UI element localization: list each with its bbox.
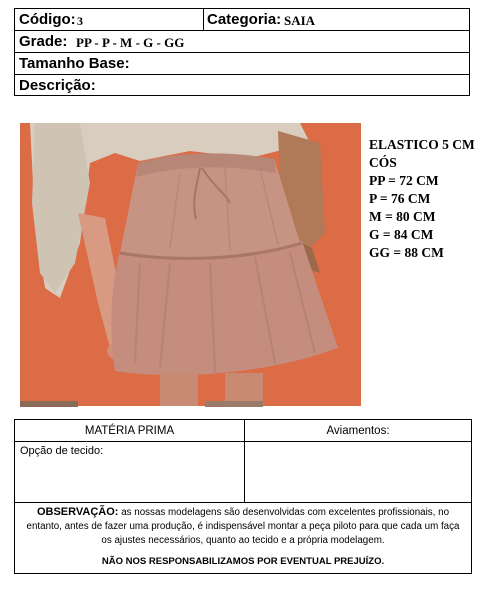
categoria-label: Categoria: — [207, 11, 282, 28]
column-divider — [203, 9, 204, 31]
grade-label: Grade: — [19, 33, 68, 50]
aviamentos-header: Aviamentos: — [245, 420, 471, 442]
spec-m: M = 80 CM — [369, 209, 436, 224]
row-descricao — [15, 75, 469, 97]
codigo-label: Código: — [19, 11, 76, 28]
tamanho-base-label: Tamanho Base: — [19, 55, 130, 72]
descricao-label: Descrição: — [19, 77, 96, 94]
row-tamanho-base — [15, 53, 469, 75]
column-divider — [244, 420, 245, 502]
grade-value: PP - P - M - G - GG — [76, 35, 185, 50]
spec-pp: PP = 72 CM — [369, 173, 439, 188]
divider — [15, 502, 471, 503]
header-form — [14, 8, 470, 96]
opcao-tecido-label: Opção de tecido: — [20, 445, 104, 457]
observacao — [21, 505, 465, 548]
codigo-value: 3 — [77, 14, 83, 28]
skirt-illustration — [20, 123, 361, 406]
spec-elastico: ELASTICO 5 CM — [369, 137, 475, 152]
photo-strip-left — [20, 401, 78, 407]
spec-gg: GG = 88 CM — [369, 245, 444, 260]
categoria-value: SAIA — [284, 13, 316, 28]
materia-prima-header: MATÉRIA PRIMA — [15, 420, 244, 442]
observacao-text: as nossas modelagens são desenvolvidas com excelentes profissionais, no entanto, antes de fazer uma produção, é indispensável montar a peça piloto para que cada um faça os ajustes necessários, quanto ao tecido e a própria modelagem. — [26, 507, 460, 546]
product-photo — [20, 123, 361, 406]
observacao-label: OBSERVAÇÃO: — [36, 506, 119, 518]
photo-strip-right — [205, 401, 263, 407]
spec-g: G = 84 CM — [369, 227, 434, 242]
materials-table — [14, 419, 472, 574]
row-codigo — [15, 9, 469, 31]
spec-cos: CÓS — [369, 155, 397, 170]
row-grade — [15, 31, 469, 53]
size-specs — [369, 136, 475, 262]
disclaimer: NÃO NOS RESPONSABILIZAMOS POR EVENTUAL PREJUÍZO. — [101, 556, 385, 567]
spec-p: P = 76 CM — [369, 191, 431, 206]
